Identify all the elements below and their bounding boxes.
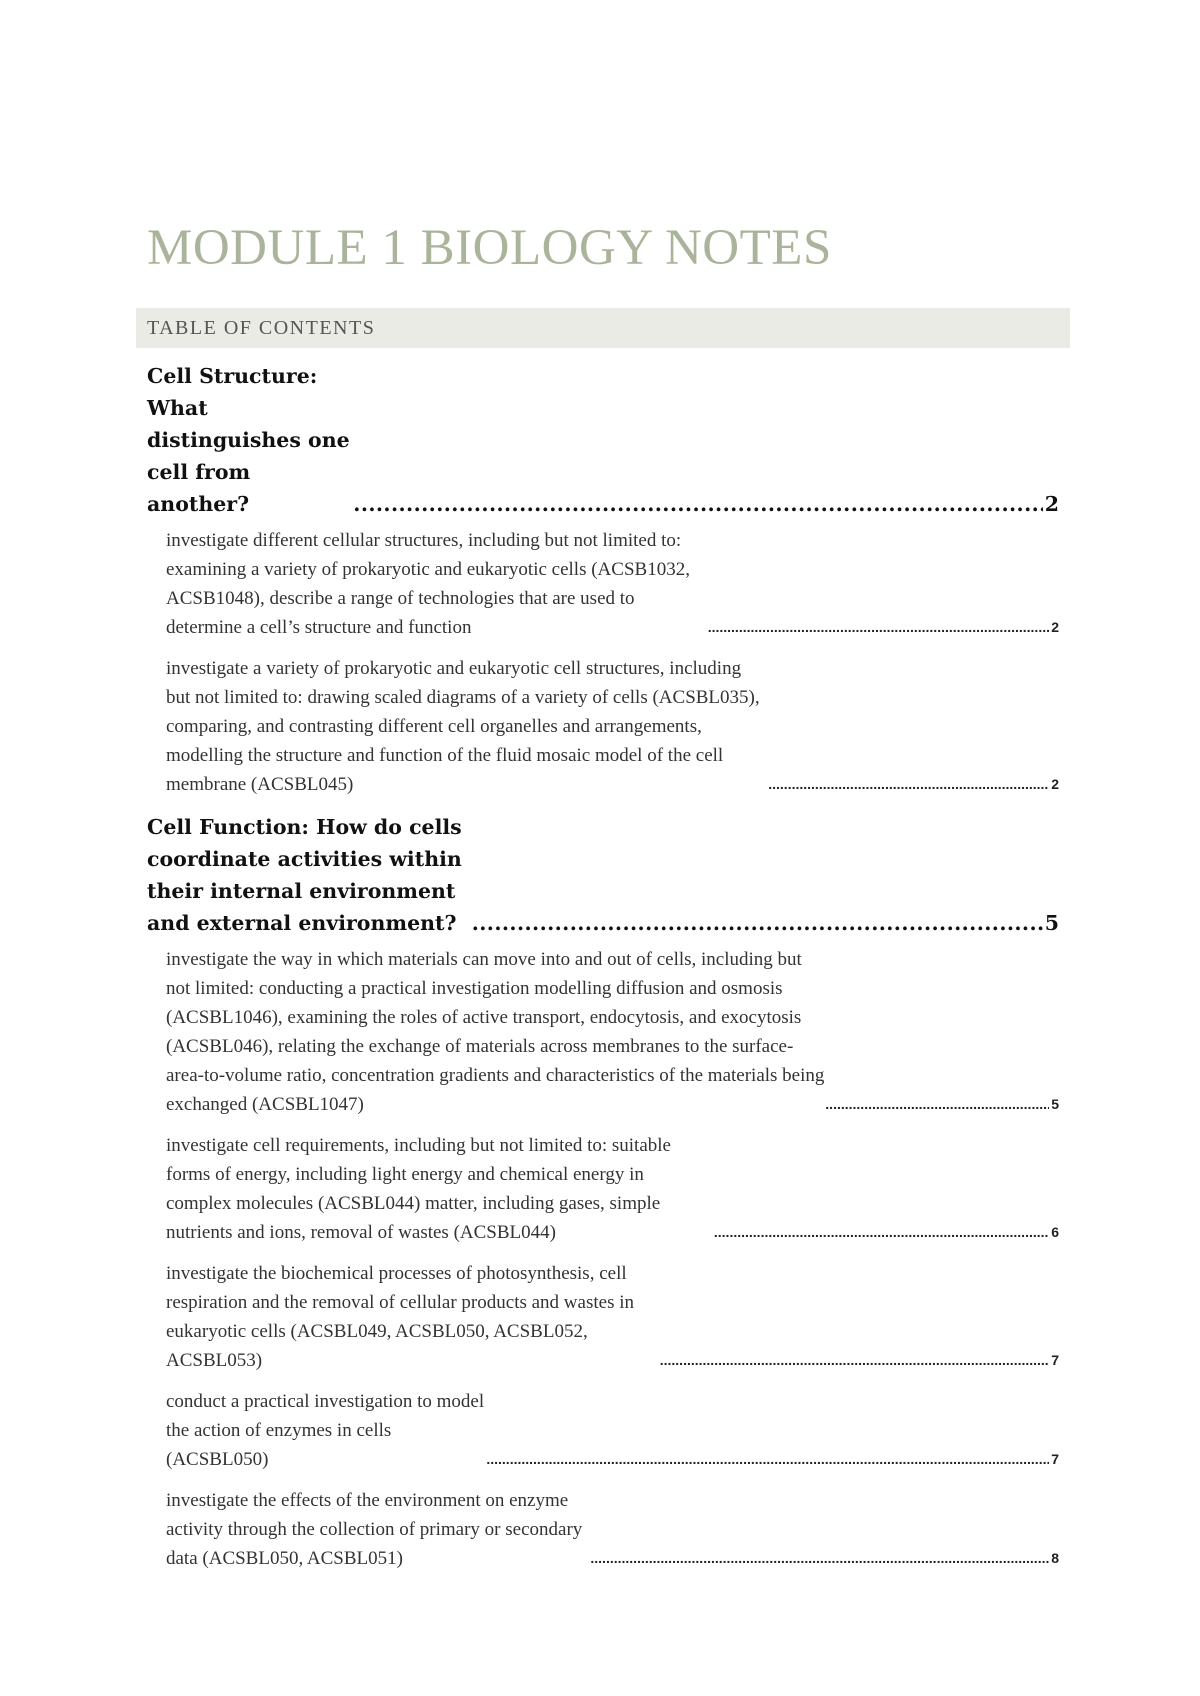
toc-subentry[interactable] <box>147 654 1059 799</box>
toc-entry-cell-function[interactable] <box>147 811 1059 939</box>
toc-heading: TABLE OF CONTENTS <box>136 308 1070 348</box>
toc-subentry-text: investigate cell requirements, including but not limited to: suitable forms of energy, including light energy and chemical energy in complex molecules (ACSBL044) matter, including gases, simple nutrients and ions, removal of wastes (ACSBL044) <box>166 1135 671 1243</box>
dot-leader <box>660 1346 1049 1375</box>
toc-subentry[interactable] <box>147 1387 1059 1474</box>
toc-subentry-text: investigate the way in which materials can move into and out of cells, including but not limited: conducting a practical investigation modelling diffusion and osmosis (ACSBL1046), examining the roles of active transport, endocytosis, and exocytosis (ACSBL046), relating the exchange of materials across membranes to the surface-area-to-volume ratio, concentration gradients and characteristics of the materials being exchanged (ACSBL1047) <box>166 949 825 1115</box>
toc-page-number: 2 <box>1044 492 1059 516</box>
toc-page-number: 7 <box>1051 1451 1059 1467</box>
dot-leader <box>486 1445 1049 1474</box>
toc-subentry-text: investigate the effects of the environment on enzyme activity through the collection of primary or secondary data (ACSBL050, ACSBL051) <box>166 1490 583 1569</box>
toc-entry-text: Cell Function: How do cells coordinate activities within their internal environment and external environment? <box>147 815 462 935</box>
toc-page-number: 8 <box>1051 1550 1059 1566</box>
dot-leader <box>768 770 1049 799</box>
toc-subentry[interactable] <box>147 1131 1059 1247</box>
toc-subentry[interactable] <box>147 1486 1059 1573</box>
toc-page-number: 5 <box>1044 911 1059 935</box>
toc-subentry-text: conduct a practical investigation to model the action of enzymes in cells (ACSBL050) <box>166 1391 485 1470</box>
toc-subentry-text: investigate the biochemical processes of photosynthesis, cell respiration and the removal of cellular products and wastes in eukaryotic cells (ACSBL049, ACSBL050, ACSBL052, ACSBL053) <box>166 1263 634 1371</box>
toc-page-number: 6 <box>1051 1224 1059 1240</box>
dot-leader <box>825 1090 1049 1119</box>
toc-page-number: 7 <box>1051 1352 1059 1368</box>
toc-subentry[interactable] <box>147 945 1059 1119</box>
dot-leader <box>714 1218 1049 1247</box>
dot-leader <box>353 488 1042 520</box>
dot-leader <box>708 613 1050 642</box>
toc-subentry-text: investigate a variety of prokaryotic and eukaryotic cell structures, including but not limited to: drawing scaled diagrams of a variety of cells (ACSBL035), comparing, and contrasting different cell organelles and arrangements, modelling the structure and function of the fluid mosaic model of the cell membrane (ACSBL045) <box>166 658 760 795</box>
toc-entry-cell-structure[interactable] <box>147 360 1059 520</box>
toc-page-number: 2 <box>1051 776 1059 792</box>
dot-leader <box>590 1544 1049 1573</box>
document-title: MODULE 1 BIOLOGY NOTES <box>147 220 832 276</box>
toc-subentry[interactable] <box>147 1259 1059 1375</box>
toc-page-number: 2 <box>1051 619 1059 635</box>
toc-subentry-text: investigate different cellular structures, including but not limited to: examining a variety of prokaryotic and eukaryotic cells (ACSB1032, ACSB1048), describe a range of technologies that are used to determine a cell’s structure and function <box>166 530 690 638</box>
toc-page-number: 5 <box>1051 1096 1059 1112</box>
toc-subentry[interactable] <box>147 526 1059 642</box>
dot-leader <box>472 907 1043 939</box>
table-of-contents <box>147 360 1059 1585</box>
toc-entry-text: Cell Structure: What distinguishes one cell from another? <box>147 364 350 516</box>
